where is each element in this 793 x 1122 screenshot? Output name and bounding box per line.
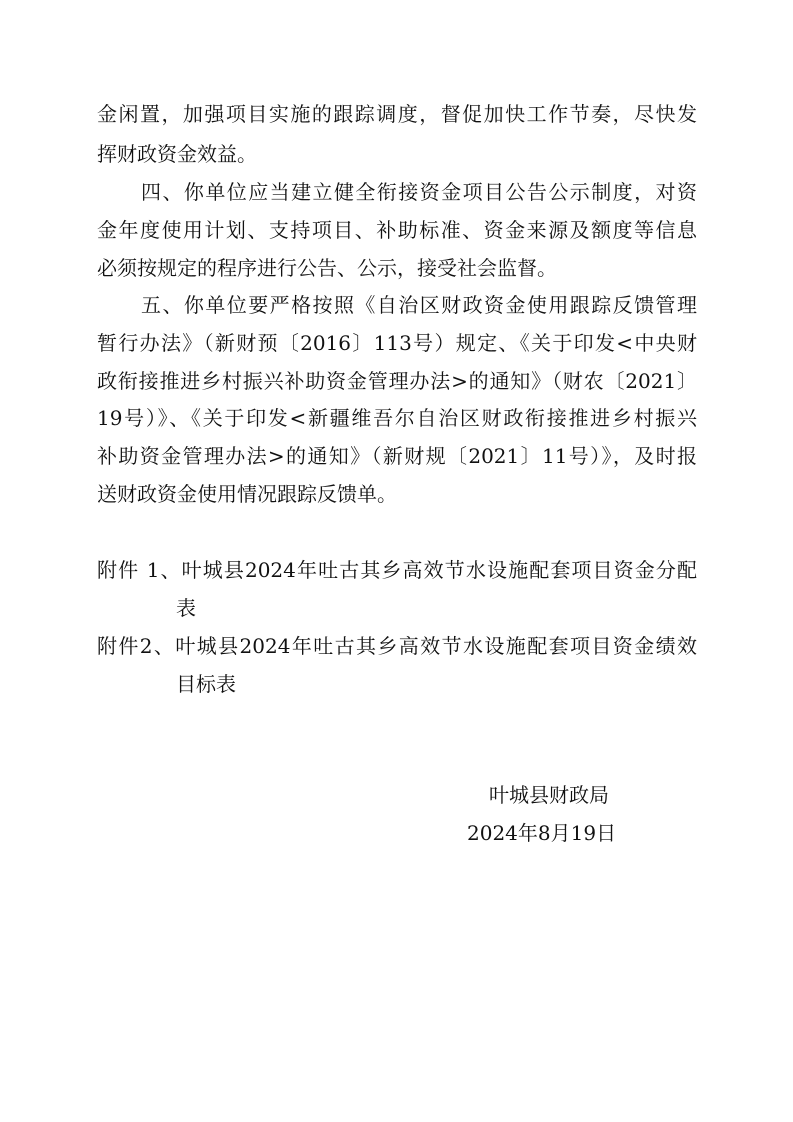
signature-organization: 叶城县财政局 bbox=[489, 783, 609, 807]
paragraph-five-line: 补助资金管理办法>的通知》（新财规〔2021〕11号）》，及时报 bbox=[97, 444, 697, 468]
paragraph-five-line: 暂行办法》（新财预〔2016〕113号）规定、《关于印发<中央财 bbox=[97, 331, 697, 355]
signature-date: 2024年8月19日 bbox=[467, 821, 617, 845]
paragraph-four-line: 金年度使用计划、支持项目、补助标准、资金来源及额度等信息 bbox=[97, 218, 697, 242]
paragraph-five-line: 19号）》、《关于印发<新疆维吾尔自治区财政衔接推进乡村振兴 bbox=[97, 406, 697, 430]
attachment-1-title-cont: 表 bbox=[176, 596, 196, 620]
attachment-2-title-cont: 目标表 bbox=[176, 672, 236, 696]
attachment-1-title: 附件 1、叶城县2024年吐古其乡高效节水设施配套项目资金分配 bbox=[97, 558, 697, 582]
paragraph-five-line: 政衔接推进乡村振兴补助资金管理办法>的通知》（财农〔2021〕 bbox=[97, 369, 697, 393]
paragraph-five-line: 送财政资金使用情况跟踪反馈单。 bbox=[97, 482, 397, 506]
paragraph-four-line: 必须按规定的程序进行公告、公示，接受社会监督。 bbox=[97, 256, 557, 280]
paragraph-four-line: 四、你单位应当建立健全衔接资金项目公告公示制度，对资 bbox=[141, 180, 697, 204]
body-line: 挥财政资金效益。 bbox=[97, 142, 257, 166]
paragraph-five-line: 五、你单位要严格按照《自治区财政资金使用跟踪反馈管理 bbox=[141, 293, 697, 317]
attachment-2-title: 附件2、叶城县2024年吐古其乡高效节水设施配套项目资金绩效 bbox=[97, 634, 697, 658]
body-line: 金闲置，加强项目实施的跟踪调度，督促加快工作节奏，尽快发 bbox=[97, 102, 697, 126]
